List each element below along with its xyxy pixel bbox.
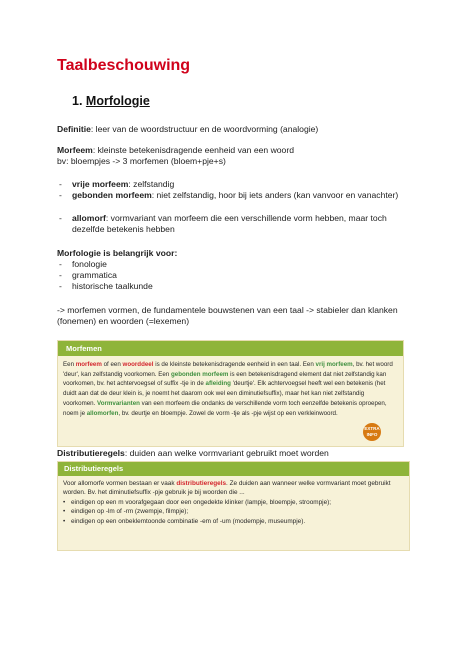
infobox-text bbox=[63, 479, 403, 526]
morfeem-example: bv: bloempjes -> 3 morfemen (bloem+pje+s) bbox=[57, 156, 226, 166]
list-dash: - bbox=[59, 281, 62, 291]
list-text: : zelfstandig bbox=[128, 179, 175, 189]
list-dash: - bbox=[59, 270, 62, 280]
document-title: Taalbeschouwing bbox=[57, 57, 191, 74]
list-term: vrije morfeem bbox=[72, 179, 129, 189]
text-run: 'deurtje'. Elk achtervoegsel heeft wel een betekenis (het duidt aan dat de deur klein is, je noemt het daarom ook wel een diminutiefsuffix), maar het kan niet zelfstandig voorkomen. bbox=[63, 380, 386, 407]
list-text: : vormvariant van morfeem die een verschillende vorm hebben, maar toch dezelfde betekenis hebben bbox=[72, 213, 387, 235]
text-run: Voor allomorfe vormen bestaan er vaak bbox=[63, 480, 177, 487]
text-run: van een morfeem die ondanks de verschillende vorm toch eenzelfde betekenis oproepen, noem je bbox=[63, 399, 387, 417]
list-dash: - bbox=[59, 179, 62, 189]
highlighted-term: allomorfen bbox=[86, 409, 119, 417]
text-run: is de kleinste betekenisdragende eenheid in een taal. Een bbox=[153, 361, 316, 368]
highlighted-term: afleiding bbox=[205, 380, 231, 388]
highlighted-term: morfeem bbox=[75, 361, 102, 368]
infobox-text bbox=[63, 360, 393, 418]
infobox-header: Morfemen bbox=[58, 341, 403, 356]
distributie-line bbox=[57, 448, 427, 459]
list-term: allomorf bbox=[72, 213, 106, 223]
list-text: grammatica bbox=[72, 270, 117, 280]
list-text: historische taalkunde bbox=[72, 281, 153, 291]
list-item bbox=[59, 179, 412, 190]
list-item bbox=[59, 259, 412, 270]
highlighted-term: gebonden morfeem bbox=[170, 370, 229, 378]
list-item bbox=[59, 270, 412, 281]
text-run: of een bbox=[101, 361, 123, 368]
infobox-bullet: • eindigen op een m voorafgegaan door een ongedekte klinker (lampje, bloempje, stroompje); bbox=[63, 498, 403, 507]
definitie-line bbox=[57, 124, 427, 135]
list-text: fonologie bbox=[72, 259, 107, 269]
text-run: Een bbox=[63, 361, 76, 368]
list-dash: - bbox=[59, 213, 62, 223]
morfemen-infobox bbox=[57, 340, 404, 447]
list-dash: - bbox=[59, 190, 62, 200]
definitie-text: : leer van de woordstructuur en de woordvorming (analogie) bbox=[90, 124, 319, 134]
text-run: , bv. deurtje en bloempje. Zowel de vorm -tje als -pje wijst op een verkleinwoord. bbox=[118, 409, 338, 417]
morfeem-label: Morfeem bbox=[57, 145, 93, 155]
highlighted-term: vrij morfeem bbox=[315, 361, 353, 368]
distributieregels-infobox bbox=[57, 461, 410, 551]
infobox-intro bbox=[63, 479, 403, 498]
morfeem-line bbox=[57, 145, 427, 156]
list-item bbox=[59, 281, 412, 292]
text-run: . Ze duiden aan wanneer welke vormvariant moet gebruikt worden. Bv. het diminutiefsuffix -pje gebruik je bij woorden die ... bbox=[63, 480, 391, 497]
list-item bbox=[59, 190, 412, 201]
extra-info-badge: EXTRA INFO bbox=[363, 423, 381, 441]
section-title: Morfologie bbox=[85, 94, 150, 108]
infobox-bullet: • eindigen op een onbeklemtoonde combinatie -em of -um (modempje, museumpje). bbox=[63, 517, 403, 526]
distributie-label: Distributieregels bbox=[57, 448, 125, 458]
list-dash: - bbox=[59, 259, 62, 269]
text-run: , bv. het woord 'deur', kan zelfstandig voorkomen. Een bbox=[63, 361, 393, 378]
arrow-paragraph: -> morfemen vormen, de fundamentele bouwstenen van een taal -> stabieler dan klanken (fonemen) en woorden (=lexemen) bbox=[57, 305, 398, 327]
highlighted-term: distributieregels bbox=[176, 480, 227, 487]
morfeem-text: : kleinste betekenisdragende eenheid van een woord bbox=[92, 145, 294, 155]
highlighted-term: Vormvarianten bbox=[97, 399, 140, 407]
text-run: is een betekenisdragend element dat niet zelfstandig kan voorkomen, bv. het achtervoegsel of suffix -tje in de bbox=[63, 370, 387, 388]
distributie-text: : duiden aan welke vormvariant gebruikt moet worden bbox=[124, 448, 329, 458]
infobox-bullet: • eindigen op -lm of -rm (zwempje, filmpje); bbox=[63, 507, 403, 516]
belangrijk-label: Morfologie is belangrijk voor: bbox=[57, 248, 178, 258]
definitie-label: Definitie bbox=[57, 124, 91, 134]
list-term: gebonden morfeem bbox=[72, 190, 152, 200]
section-number: 1. bbox=[72, 94, 83, 108]
infobox-header: Distributieregels bbox=[58, 462, 409, 476]
highlighted-term: woorddeel bbox=[122, 361, 154, 368]
list-text: : niet zelfstandig, hoor bij iets anders (kan vanvoor en vanachter) bbox=[151, 190, 399, 200]
list-item bbox=[59, 213, 412, 235]
section-heading bbox=[72, 94, 150, 108]
